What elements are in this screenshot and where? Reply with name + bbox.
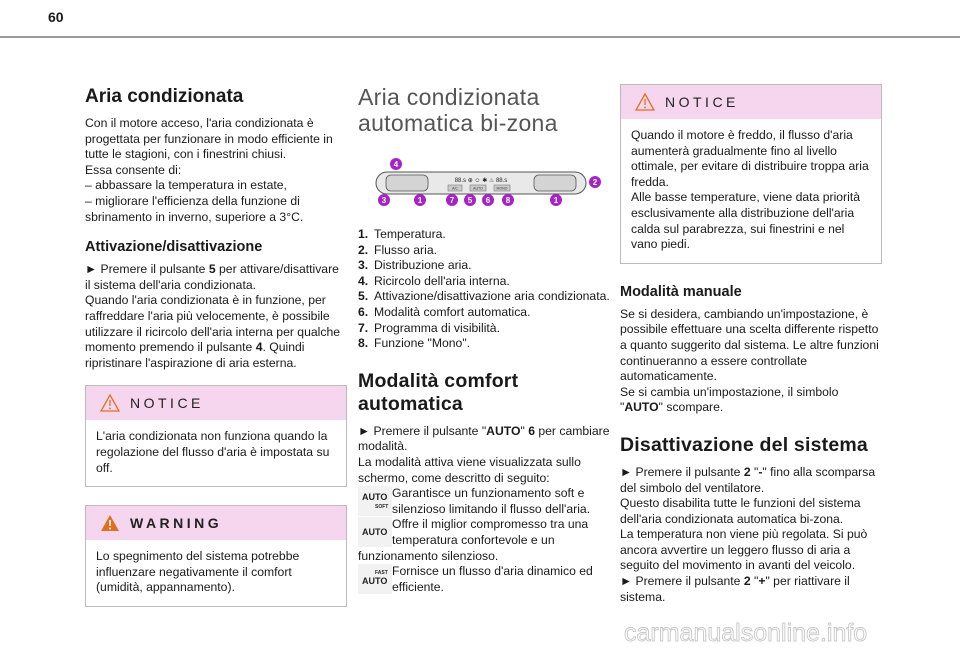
warning-triangle-icon — [100, 514, 120, 532]
notice-triangle-icon — [635, 93, 655, 111]
notice-label: NOTICE — [130, 395, 204, 412]
intro-line: Essa consente di: — [85, 162, 182, 177]
item-num: 8. — [358, 336, 369, 351]
text-run: ► Premere il pulsante — [85, 262, 209, 277]
auto-ref: AUTO — [486, 423, 521, 438]
column-1 — [85, 72, 347, 607]
list-item — [358, 289, 620, 305]
button-ref-2: 2 — [743, 464, 751, 479]
button-ref-6: 6 — [528, 423, 535, 438]
text-run: ► Premere il pulsante — [620, 464, 744, 479]
icon-line2: SOFT — [375, 504, 389, 511]
header-rule — [0, 36, 960, 38]
attivazione-paragraph-2 — [85, 293, 347, 371]
off-paragraph-3: La temperatura non viene più regolata. Si può ancora avvertire un leggero flusso di aria a seguito del movimento in avanti del veicolo. — [620, 527, 868, 573]
item-num: 5. — [358, 289, 369, 304]
text-run: per attivare/disattivare il sistema dell'aria condizionata. — [85, 262, 339, 292]
auto-soft-icon — [358, 486, 392, 516]
intro-line: Con il motore acceso, l'aria condizionata è progettata per funzionare in modo efficiente in tutte le stagioni, con i finestrini chiusi. — [85, 116, 333, 162]
notice-box-2 — [620, 84, 882, 264]
warning-header — [86, 506, 346, 540]
title-line-1: Aria condizionata — [358, 84, 540, 110]
attivazione-paragraph-1 — [85, 262, 347, 293]
item-text: Modalità comfort automatica. — [374, 304, 531, 319]
list-item — [358, 227, 620, 243]
comfort-paragraph-1 — [358, 424, 620, 455]
item-num: 3. — [358, 258, 369, 273]
notice-triangle-icon — [100, 394, 120, 412]
subsection-title-attivazione: Attivazione/disattivazione — [85, 239, 263, 256]
item-text: Temperatura. — [374, 227, 446, 241]
off-paragraph-1 — [620, 465, 882, 496]
auto-fast-icon — [358, 564, 392, 594]
icon-line2: AUTO — [362, 576, 388, 587]
panel-display: 88.s ⊕ ☺ ✱ ♨ 88.s — [454, 178, 508, 184]
mode-row-soft — [358, 486, 620, 517]
mode-soft-text: Garantisce un funzionamento soft e silenzioso limitando il flusso dell'aria. — [392, 486, 591, 516]
off-paragraph-2: Questo disabilita tutte le funzioni del sistema dell'aria condizionata automatica bi-zona. — [620, 496, 861, 526]
callout-1-left-label: 1 — [417, 196, 423, 205]
button-ref-4: 4 — [255, 340, 263, 355]
text-run: Quando l'aria condizionata è in funzione, per raffreddare l'aria più velocemente, è possibile utilizzare il ricircolo dell'aria interna per qualche momento premendo il pulsante — [85, 293, 340, 355]
callout-5-label: 5 — [467, 196, 473, 205]
column-2 — [358, 84, 620, 595]
item-num: 7. — [358, 320, 369, 335]
temp-left-control — [386, 175, 428, 191]
callout-3-label: 3 — [381, 196, 387, 205]
notice-header-2 — [621, 85, 881, 119]
item-num: 4. — [358, 273, 369, 288]
notice-text: L'aria condizionata non funziona quando la regolazione del flusso d'aria è impostata su off. — [96, 429, 330, 475]
text-run: " per riattivare il sistema. — [620, 574, 850, 604]
title-line-2: automatica bi-zona — [358, 110, 558, 136]
notice-box — [85, 385, 347, 487]
climate-panel-diagram — [358, 156, 608, 208]
text-run: ► Premere il pulsante " — [358, 423, 487, 438]
section-title-aria-condizionata: Aria condizionata — [85, 86, 244, 107]
icon-line1: FAST — [375, 570, 388, 577]
legend-list — [358, 227, 620, 352]
bottom-callouts — [378, 194, 562, 206]
intro-paragraph — [85, 116, 347, 225]
text-run: " — [520, 423, 529, 438]
mono-button-label: MONO — [496, 186, 508, 191]
item-text: Funzione "Mono". — [374, 336, 471, 351]
mode-row-auto — [358, 517, 620, 548]
mode-row-fast — [358, 564, 620, 595]
list-item — [358, 258, 620, 274]
mode-fast-text: Fornisce un flusso d'aria dinamico ed efficiente. — [392, 564, 593, 594]
manual-paragraph-1: Se si desidera, cambiando un'impostazione, è possibile effettuare una scelta differente rispetto a quanto suggerito dal sistema. Le altre funzioni continueranno a essere controllate automaticamente. — [620, 306, 879, 384]
text-run: ► Premere il pulsante — [620, 574, 744, 589]
warning-box — [85, 505, 347, 607]
mode-auto-text: Offre il miglior compromesso tra una temperatura confortevole e un — [392, 517, 589, 547]
warning-text: Lo spegnimento del sistema potrebbe influenzare negativamente il comfort (umidità, appannamento). — [96, 549, 300, 595]
section-title-comfort: Modalità comfort automatica — [358, 369, 519, 415]
icon-line1: AUTO — [362, 527, 388, 538]
callout-4-label: 4 — [393, 160, 399, 169]
text-run: per cambiare modalità. — [358, 423, 610, 454]
plus-ref: + — [758, 574, 766, 589]
subsection-title-manuale: Modalità manuale — [620, 283, 742, 300]
button-ref-5: 5 — [208, 262, 216, 277]
ac-button-label: A/C — [452, 186, 458, 191]
text-run: " fino alla scomparsa del simbolo del ventilatore. — [620, 464, 876, 495]
callout-1-right-label: 1 — [553, 196, 559, 205]
callout-8-label: 8 — [505, 196, 511, 205]
item-text: Flusso aria. — [374, 242, 437, 257]
icon-line1: AUTO — [362, 492, 388, 503]
notice-line: Alle basse temperature, viene data priorità esclusivamente alla distribuzione dell'aria calda sul parabrezza, sui finestrini e nel vano piedi. — [631, 190, 860, 252]
notice-line: Quando il motore è freddo, il flusso d'aria aumenterà gradualmente fino al livello ottimale, per evitare di distribuire troppa aria fredda. — [631, 128, 869, 189]
watermark — [624, 620, 954, 646]
list-item — [358, 305, 620, 321]
temp-right-control — [534, 175, 576, 191]
item-num: 1. — [358, 227, 369, 241]
item-num: 6. — [358, 304, 369, 319]
callout-7-label: 7 — [449, 196, 455, 205]
column-3 — [620, 84, 882, 605]
text-run: " — [750, 464, 759, 479]
list-item — [358, 274, 620, 290]
minus-ref: - — [758, 464, 763, 479]
comfort-paragraph-2: La modalità attiva viene visualizzata sullo schermo, come descritto di seguito: — [358, 454, 581, 485]
intro-line: – abbassare la temperatura in estate, — [85, 178, 287, 193]
text-run: Se si cambia un'impostazione, il simbolo " — [620, 384, 839, 415]
text-run: " — [750, 574, 759, 589]
auto-ref: AUTO — [624, 400, 659, 415]
section-title-disattivazione: Disattivazione del sistema — [620, 433, 868, 456]
callout-2-label: 2 — [592, 178, 598, 187]
text-run: . Quindi ripristinare l'aspirazione di aria esterna. — [85, 340, 305, 370]
page-number: 60 — [48, 9, 64, 25]
item-num: 2. — [358, 242, 369, 257]
button-ref-2: 2 — [743, 574, 751, 589]
manual-paragraph-2 — [620, 385, 882, 416]
item-text: Programma di visibilità. — [374, 320, 500, 335]
item-text: Distribuzione aria. — [374, 258, 472, 273]
notice-text-2 — [621, 119, 881, 263]
notice-header — [86, 386, 346, 420]
list-item — [358, 336, 620, 352]
intro-line: – migliorare l'efficienza della funzione di sbrinamento in inverno, superiore a 3°C. — [85, 193, 304, 224]
notice-label-2: NOTICE — [665, 94, 739, 110]
item-text: Attivazione/disattivazione aria condizionata. — [374, 289, 610, 304]
auto-icon — [358, 517, 392, 547]
watermark-text: carmanualsonline.info — [624, 620, 868, 646]
item-text: Ricircolo dell'aria interna. — [374, 273, 510, 288]
list-item — [358, 321, 620, 337]
mode-auto-continuation: funzionamento silenzioso. — [358, 548, 499, 563]
text-run: " scompare. — [658, 400, 724, 415]
warning-label: WARNING — [130, 515, 223, 532]
list-item — [358, 243, 620, 259]
auto-button-label: AUTO — [473, 186, 483, 191]
off-paragraph-4 — [620, 574, 882, 605]
callout-6-label: 6 — [485, 196, 491, 205]
